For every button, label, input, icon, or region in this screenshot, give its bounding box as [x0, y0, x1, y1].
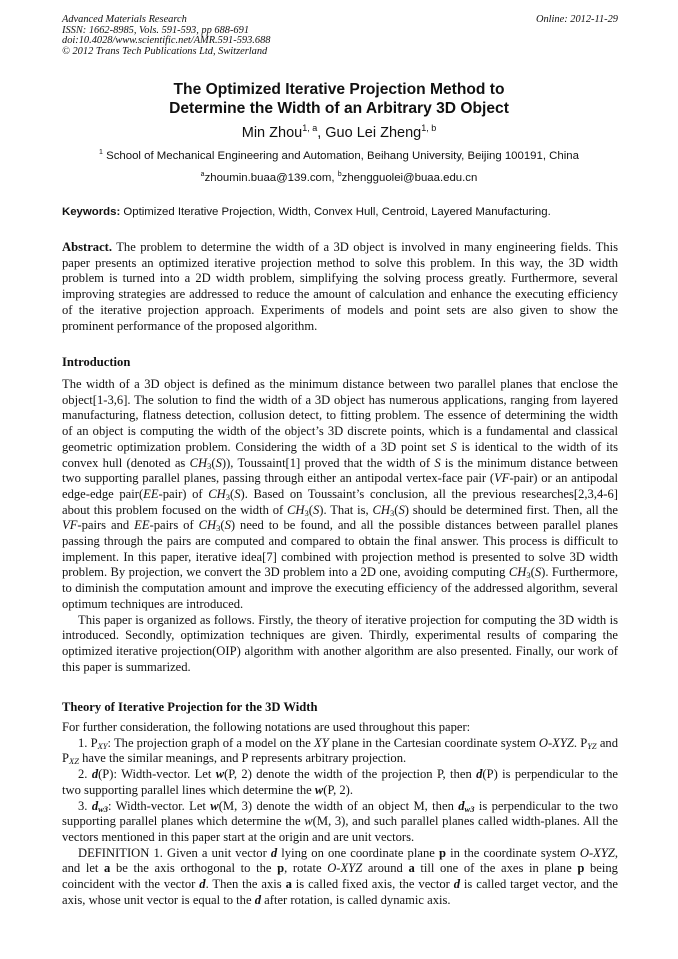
text: is perpendicular to the two supporting parallel planes which determine the — [62, 798, 618, 829]
text: -pairs of — [149, 518, 199, 533]
text: till one of the axes in plane — [414, 861, 578, 876]
math-S: S — [450, 439, 457, 454]
affiliation-mark: 1 — [99, 149, 103, 156]
math-a: a — [104, 861, 111, 876]
text: -pairs and — [77, 518, 135, 533]
paragraph: For further consideration, the following notations are used throughout this paper: — [62, 720, 471, 734]
math-p: p — [277, 861, 285, 876]
email-mark: b — [337, 171, 342, 178]
section-heading-theory: Theory of Iterative Projection for the 3D Width — [62, 700, 318, 714]
math-d: d — [476, 767, 483, 782]
section-heading-introduction: Introduction — [62, 355, 131, 369]
math-w: w — [314, 782, 324, 797]
math-P: P — [90, 735, 98, 750]
math-d: d — [199, 877, 206, 892]
math-w: w — [304, 814, 313, 829]
affiliation-text: School of Mechanical Engineering and Automation, Beihang University, Beijing 100191, China — [106, 150, 579, 162]
copyright-line: © 2012 Trans Tech Publications Ltd, Switzerland — [62, 45, 268, 57]
item-number: 2. — [78, 767, 92, 782]
email-list: $^a$zhoumin.buaa@139.com, $^b$zhengguolei@buaa.edu.cn — [200, 171, 478, 184]
text: . Based on Toussaint’s conclusion, all the previous researches[2,3,4-6] about this problem focused on the width of — [62, 486, 618, 517]
subscript: 3 — [216, 523, 221, 534]
text: need to be found, and all the possible distances between parallel planes passing through the pairs are computed and compared to obtain the final answer. This process is difficult to implement. In this paper, iterative idea[7] combined with projection method is presented to solve 3D width problem. By projection, we convert the 3D problem into a 2D one, avoiding computing — [62, 518, 618, 580]
notation-item-3 — [62, 799, 618, 846]
item-number: 3. — [78, 798, 92, 813]
text: . That is, — [323, 502, 373, 517]
math-VF: VF — [494, 471, 510, 486]
math-d: d — [91, 767, 99, 782]
math-CH: CH — [189, 455, 208, 470]
subscript: XY — [97, 740, 108, 751]
math-P: P — [580, 735, 588, 750]
subscript: 3 — [389, 507, 395, 518]
math-S: S — [215, 455, 222, 470]
notation-item-1 — [62, 736, 618, 767]
subscript: w3 — [98, 803, 109, 814]
keywords-label: Keywords: — [62, 206, 121, 218]
subscript: XZ — [69, 756, 79, 767]
email-link[interactable]: zhengguolei@buaa.edu.cn — [341, 172, 478, 184]
subscript: YZ — [587, 740, 597, 751]
text: : Width-vector. Let — [108, 798, 211, 813]
subscript: 3 — [526, 570, 531, 581]
journal-name: Advanced Materials Research — [62, 14, 187, 25]
text: is identical to the width of its convex hull (denoted as — [62, 439, 618, 470]
math-EE: EE — [134, 518, 150, 533]
issn-line: ISSN: 1662-8985, Vols. 591-593, pp 688-691 — [62, 24, 250, 36]
math-d: d — [254, 892, 262, 907]
subscript: 3 — [225, 491, 230, 502]
author-name: Min Zhou — [241, 125, 303, 141]
math-w: w — [210, 798, 219, 813]
math-S: S — [398, 502, 405, 517]
author-affiliation-mark: 1, b — [421, 123, 437, 133]
text: after rotation, is called dynamic axis. — [261, 892, 451, 907]
text: should be determined first. Then, all the — [408, 502, 618, 517]
math-S: S — [434, 455, 441, 470]
math-EE: EE — [143, 486, 159, 501]
email-mark: a — [200, 171, 205, 178]
title-line-1: The Optimized Iterative Projection Method to — [173, 81, 505, 98]
math-d: d — [270, 845, 278, 860]
title-line-2: Determine the Width of an Arbitrary 3D Object — [169, 100, 509, 117]
online-date: Online: 2012-11-29 — [535, 14, 618, 25]
text: around — [362, 861, 409, 876]
text: The width of a 3D object is defined as the minimum distance between two parallel planes that enclose the object[1-3,6]. The solution to find the width of a 3D object has numerous applications, ranging from layered manufacturing, flatness detection, collusion detect, to fitting problem. The essence of determining the width of an object is computing the width of the object’s 3D discrete points, which is a fundamental and classical geometric optimization problem. Considering the width of a 3D point set — [62, 377, 618, 454]
keywords-text: Optimized Iterative Projection, Width, Convex Hull, Centroid, Layered Manufacturing. — [123, 206, 551, 218]
text: is the minimum distance between two supporting parallel planes, passing through either an antipodal vertex-face pair ( — [62, 455, 618, 486]
math-XY: XY — [314, 735, 329, 750]
text: -pair) of — [158, 486, 209, 501]
text: (P) is perpendicular to the two supporting parallel lines which determine the — [62, 767, 619, 797]
text: lying on one coordinate plane — [277, 845, 439, 860]
text: plane in the Cartesian coordinate system — [328, 735, 539, 750]
author-list — [0, 124, 678, 142]
text: (M, 3) denote the width of an object M, then — [218, 798, 459, 813]
math-S: S — [534, 565, 542, 580]
text: , and let — [62, 845, 618, 876]
text: being coincident with the vector — [62, 861, 618, 892]
notation-item-2 — [62, 767, 618, 798]
item-number: 1. — [78, 735, 91, 750]
paragraph: The width of a 3D object is defined as the minimum distance between two parallel planes that enclose the object[1-3,6]. The solution to find the width of a 3D object has numerous applications, ranging from layered manufacturing, flatness detection, collusion detect, to fitting problem. The essence of determining the width of an object is computing the width of the object’s 3D discrete points, which is a fundamental and classical geometric optimization problem. Considering the width of a 3D point set S is identical to the width of its convex hull (denoted as $CH_3(S)$), Toussaint[1] proved that the width of S is the minimum distance between two supporting parallel planes, passing through either an antipodal vertex-face pair (VF-pair) or an antipodal edge-edge pair(EE-pair) of $CH_3(S)$. Based on Toussaint’s conclusion, all the previous researches[2,3,4-6] about this problem focused on the width of $CH_3(S)$. That is, $CH_3(S)$ should be determined first. Then, all the VF-pairs and EE-pairs of $CH_3(S)$ need to be found, and all the possible distances between parallel planes passing through the pairs are computed and compared to obtain the final answer. This process is difficult to implement. In this paper, iterative idea[7] combined with projection method is presented to solve 3D width problem. By projection, we convert the 3D problem into a 2D one, avoiding computing $CH_3(S)$. Furthermore, to diminish the computation amount and improve the executing efficiency of the addressed algorithm, several optimum techniques are introduced. — [62, 377, 619, 611]
math-d: d — [458, 798, 465, 813]
text: be the axis orthogonal to the — [110, 861, 278, 876]
affiliation — [0, 149, 678, 163]
math-P: P — [62, 751, 70, 766]
text: is called target vector, and the axis, whose unit vector is equal to the — [62, 877, 618, 907]
author-name: Guo Lei Zheng — [325, 125, 422, 141]
keywords — [62, 205, 618, 219]
text: , rotate — [284, 861, 328, 876]
text: . Then the axis — [205, 877, 286, 892]
introduction-body — [62, 377, 618, 675]
math-OXYZ: O-XYZ — [538, 735, 574, 750]
text: (P, 2) denote the width of the projection P, then — [224, 767, 477, 782]
math-S: S — [224, 518, 231, 533]
journal-header — [62, 15, 618, 57]
math-CH: CH — [508, 565, 527, 580]
theory-body — [62, 720, 618, 908]
math-CH: CH — [372, 502, 390, 517]
author-separator: , — [317, 125, 326, 141]
math-p: p — [577, 861, 585, 876]
math-w: w — [215, 767, 225, 782]
abstract — [62, 240, 618, 334]
definition-1 — [62, 846, 618, 909]
math-CH: CH — [198, 518, 217, 533]
text: ), Toussaint[1] proved that the width of — [226, 455, 435, 470]
math-OXYZ: O-XYZ — [327, 861, 363, 876]
text: . Furthermore, to diminish the computation amount and improve the executing efficiency of the addressed algorithm, several optimum techniques are introduced. — [62, 565, 618, 611]
math-p: p — [438, 845, 446, 860]
author-affiliation-mark: 1, a — [302, 123, 318, 133]
subscript: 3 — [207, 460, 212, 471]
text: (P, 2). — [323, 782, 354, 797]
math-CH: CH — [208, 486, 226, 501]
math-VF: VF — [62, 518, 78, 533]
paragraph: This paper is organized as follows. Firstly, the theory of iterative projection for computing the 3D width is introduced. Secondly, optimization techniques are given. Thirdly, experimental results of comparing the optimized iterative projection(OIP) algorithm with another algorithm are also presented. Finally, our work of this paper is summarized. — [62, 612, 618, 674]
text: is called fixed axis, the vector — [291, 877, 454, 892]
math-a: a — [408, 861, 415, 876]
text: : The projection graph of a model on the — [107, 735, 314, 750]
abstract-text: The problem to determine the width of a 3D object is involved in many engineering fields. This paper presents an optimized iterative projection method to solve this problem. In this way, the 3D width problem is turned into a 2D width problem, simplifying the solving process greatly. Furthermore, several improving strategies are addressed to reduce the amount of calculation and enhance the executing efficiency of the iterative projection approach. Experiments of models and point sets are also given to show the prominent performance of the proposed algorithm. — [62, 240, 618, 333]
doi-line[interactable]: doi:10.4028/www.scientific.net/AMR.591-593.688 — [62, 35, 271, 46]
math-d: d — [453, 877, 461, 892]
paper-title — [0, 80, 678, 118]
math-CH: CH — [287, 502, 305, 517]
math-S: S — [312, 502, 320, 517]
text: have the similar meanings, and P represents arbitrary projection. — [78, 751, 407, 766]
math-d: d — [91, 798, 99, 813]
text: -pair) or an antipodal edge-edge pair( — [62, 471, 619, 501]
text: in the coordinate system — [445, 845, 580, 860]
text: (P): Width-vector. Let — [98, 767, 216, 782]
subscript: w3 — [464, 803, 475, 814]
text: . — [573, 735, 581, 750]
text: (M, 3), and such parallel planes called width-planes. All the vectors mentioned in this paper start at the origin and are unit vectors. — [62, 814, 618, 844]
email-link[interactable]: zhoumin.buaa@139.com — [204, 172, 332, 184]
math-S: S — [234, 486, 241, 501]
subscript: 3 — [304, 507, 309, 518]
text: and — [596, 735, 619, 750]
math-a: a — [285, 877, 292, 892]
abstract-label: Abstract. — [62, 240, 113, 254]
text: DEFINITION 1. Given a unit vector — [78, 845, 271, 860]
math-OXYZ: O-XYZ — [579, 845, 615, 860]
